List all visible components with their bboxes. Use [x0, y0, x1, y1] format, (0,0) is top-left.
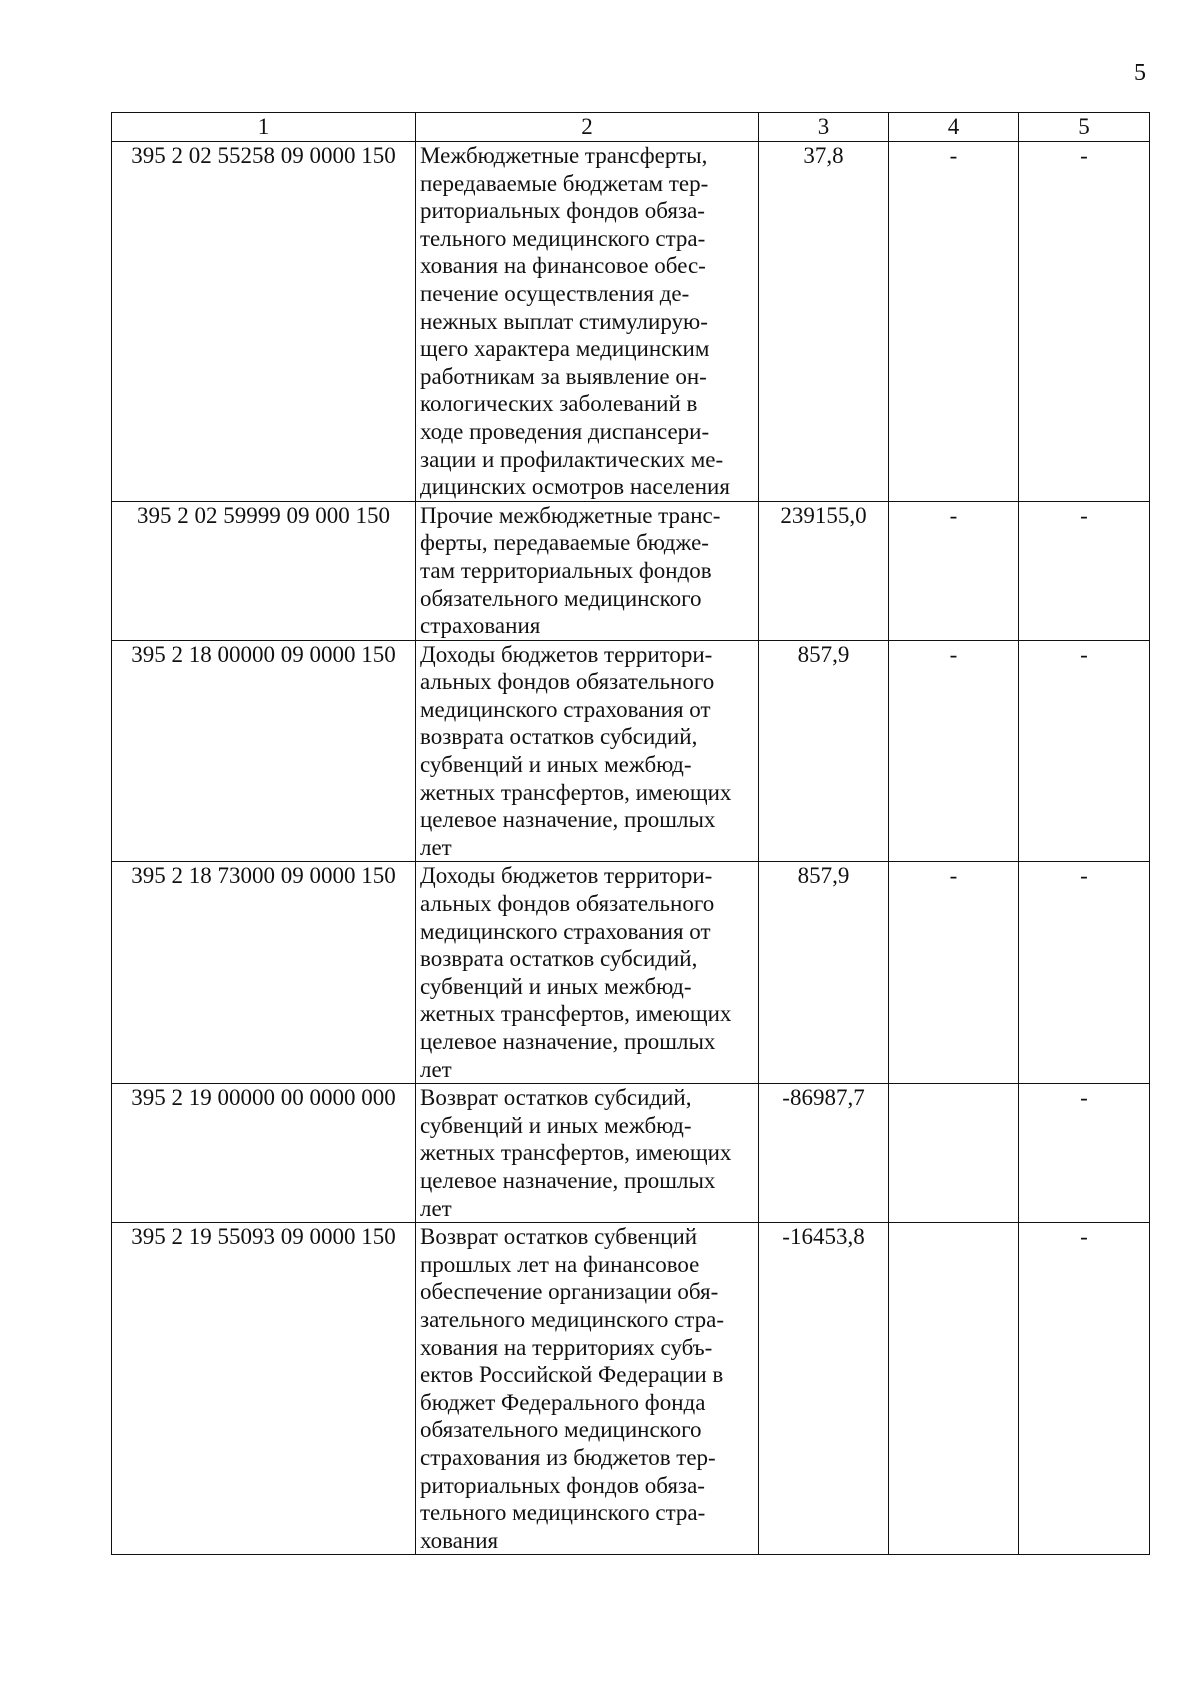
row-name-line: обеспечение организации обя- — [420, 1279, 719, 1305]
row-name-line: альных фондов обязательного — [420, 891, 715, 917]
row-name-line: Межбюджетные трансферты, — [420, 143, 708, 168]
row-name-line: медицинского страхования от — [420, 696, 711, 722]
row-name-line: страхования — [420, 613, 541, 639]
row-name-line: медицинского страхования от — [420, 918, 711, 944]
table-body — [112, 142, 1150, 1555]
row-name-line: передаваемые бюджетам тер- — [420, 170, 709, 196]
row-name-line: Доходы бюджетов территори- — [420, 641, 713, 667]
table-row — [112, 1223, 1150, 1555]
row-col3-value: 239155,0 — [759, 501, 889, 640]
row-col3-value: -86987,7 — [759, 1084, 889, 1223]
header-col-5: 5 — [1019, 113, 1150, 142]
header-row — [112, 113, 1150, 142]
row-code-cell: 395 2 18 73000 09 0000 150 — [112, 862, 416, 1084]
table-header — [112, 113, 1150, 142]
header-col-3: 3 — [759, 113, 889, 142]
header-col-1: 1 — [112, 113, 416, 142]
row-code-cell: 395 2 18 00000 09 0000 150 — [112, 640, 416, 862]
row-col3-value: 37,8 — [759, 142, 889, 502]
row-name-cell — [416, 142, 759, 502]
row-name-cell — [416, 640, 759, 862]
row-name-line: щего характера медицинским — [420, 336, 710, 362]
row-name-line: лет — [420, 834, 452, 860]
row-name-line: Возврат остатков субвенций — [420, 1224, 698, 1250]
row-name-line: лет — [420, 1056, 452, 1082]
row-col4-value: - — [889, 640, 1019, 862]
table-row — [112, 501, 1150, 640]
row-col5-value: - — [1019, 501, 1150, 640]
row-col4-value: - — [889, 142, 1019, 502]
row-name-line: Возврат остатков субсидий, — [420, 1085, 692, 1111]
row-col4-value: - — [889, 501, 1019, 640]
header-col-2: 2 — [416, 113, 759, 142]
row-name-line: прошлых лет на финансовое — [420, 1251, 700, 1277]
table-row — [112, 1084, 1150, 1223]
table-row — [112, 640, 1150, 862]
row-name-line: Прочие межбюджетные транс- — [420, 502, 721, 528]
row-name-line: лет — [420, 1195, 452, 1221]
row-name-line: субвенций и иных межбюд- — [420, 752, 692, 778]
row-name-line: альных фондов обязательного — [420, 669, 715, 695]
row-col3-value: 857,9 — [759, 862, 889, 1084]
row-code-cell: 395 2 19 55093 09 0000 150 — [112, 1223, 416, 1555]
row-name-line: риториальных фондов обяза- — [420, 1472, 705, 1498]
row-name-line: обязательного медицинского — [420, 1417, 702, 1443]
row-name-line: там территориальных фондов — [420, 557, 712, 583]
row-name-line: зательного медицинского стра- — [420, 1306, 724, 1332]
row-code-cell: 395 2 19 00000 00 0000 000 — [112, 1084, 416, 1223]
row-name-line: ферты, передаваемые бюдже- — [420, 530, 709, 556]
row-code-cell: 395 2 02 55258 09 0000 150 — [112, 142, 416, 502]
row-name-line: целевое назначение, прошлых — [420, 1167, 716, 1193]
row-col5-value: - — [1019, 142, 1150, 502]
row-col5-value: - — [1019, 1223, 1150, 1555]
row-name-line: бюджет Федерального фонда — [420, 1389, 706, 1415]
row-name-line: субвенций и иных межбюд- — [420, 1112, 692, 1138]
row-name-line: ектов Российской Федерации в — [420, 1362, 724, 1388]
row-name-line: зации и профилактических ме- — [420, 446, 724, 472]
row-name-line: возврата остатков субсидий, — [420, 946, 698, 972]
row-name-line: целевое назначение, прошлых — [420, 1029, 716, 1054]
row-name-line: Доходы бюджетов территори- — [420, 863, 713, 889]
row-name-cell — [416, 1223, 759, 1555]
table-row — [112, 862, 1150, 1084]
row-name-line: жетных трансфертов, имеющих — [420, 779, 732, 805]
row-col3-value: 857,9 — [759, 640, 889, 862]
table-row — [112, 142, 1150, 502]
row-code-cell: 395 2 02 59999 09 000 150 — [112, 501, 416, 640]
row-col4-value: - — [889, 862, 1019, 1084]
row-name-line: жетных трансфертов, имеющих — [420, 1140, 732, 1166]
budget-table — [111, 112, 1150, 1555]
row-name-line: субвенций и иных межбюд- — [420, 973, 692, 999]
row-name-line: хования — [420, 1527, 499, 1553]
row-name-line: печение осуществления де- — [420, 280, 690, 306]
row-name-line: страхования из бюджетов тер- — [420, 1444, 716, 1470]
row-name-line: целевое назначение, прошлых — [420, 807, 716, 833]
row-col3-value: -16453,8 — [759, 1223, 889, 1555]
row-name-cell — [416, 862, 759, 1084]
row-name-line: возврата остатков субсидий, — [420, 724, 698, 750]
row-name-line: хования на территориях субъ- — [420, 1334, 713, 1360]
row-name-line: обязательного медицинского — [420, 585, 702, 611]
row-name-cell — [416, 501, 759, 640]
row-name-line: ходе проведения диспансери- — [420, 418, 710, 444]
header-col-4: 4 — [889, 113, 1019, 142]
row-name-line: хования на финансовое обес- — [420, 253, 706, 279]
row-col5-value: - — [1019, 1084, 1150, 1223]
row-name-line: жетных трансфертов, имеющих — [420, 1001, 732, 1027]
row-name-line: дицинских осмотров населения — [420, 474, 730, 500]
row-col4-value — [889, 1084, 1019, 1223]
row-col5-value: - — [1019, 862, 1150, 1084]
row-name-line: тельного медицинского стра- — [420, 225, 706, 251]
page-number: 5 — [1134, 60, 1146, 86]
row-name-line: работникам за выявление он- — [420, 363, 707, 389]
row-col5-value: - — [1019, 640, 1150, 862]
row-name-line: кологических заболеваний в — [420, 391, 698, 417]
row-name-cell — [416, 1084, 759, 1223]
row-name-line: тельного медицинского стра- — [420, 1500, 706, 1526]
row-col4-value — [889, 1223, 1019, 1555]
row-name-line: риториальных фондов обяза- — [420, 198, 705, 224]
row-name-line: нежных выплат стимулирую- — [420, 308, 708, 334]
